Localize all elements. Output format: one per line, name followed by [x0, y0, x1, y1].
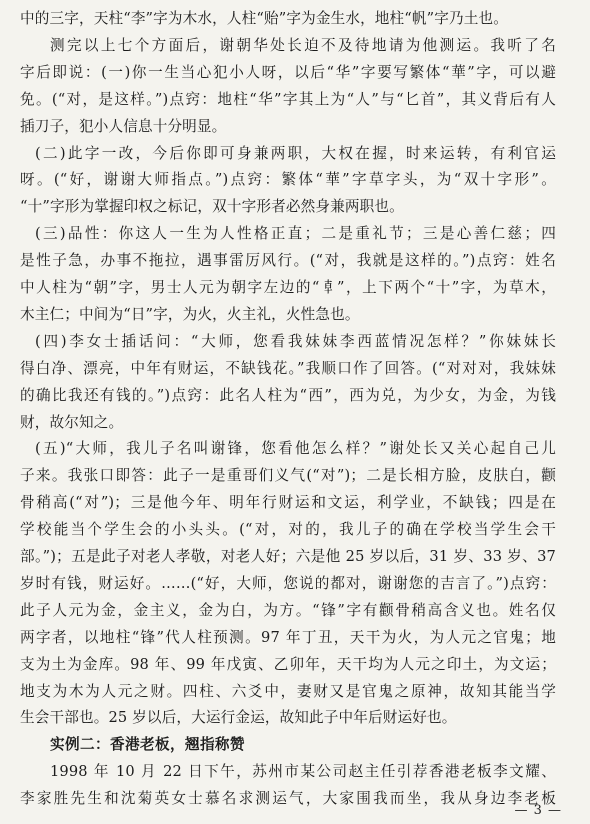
text-line: 骨稍高(“对”)；三是他今年、明年行财运和文运，利学业，不缺钱；四是在: [20, 494, 556, 512]
text-line: 地支为木为人元之财。四柱、六爻中，妻财又是官鬼之原神，故知其能当学: [20, 682, 556, 700]
text-line: 子来。我张口即答：此子一是重哥们义气(“对”)；二是长相方脸，皮肤白，颧: [20, 467, 556, 485]
text-line: 木主仁；中间为“日”字，为火，火主礼，火性急也。: [20, 305, 360, 323]
text-line: 两字者，以地柱“锋”代人柱预测。97 年丁丑，天干为火，为人元之官鬼；地: [20, 628, 556, 646]
text-line: (四)李女士插话问：“大师，您看我妹妹李西蓝情况怎样？”你妹妹长: [35, 332, 556, 350]
text-line: 中的三字，天柱“李”字为木水，人柱“贻”字为金生水，地柱“帆”字乃土也。: [20, 10, 508, 27]
text-line: 财，故尔知之。: [20, 413, 124, 431]
text-line: “十”字形为掌握印权之标记，双十字形者必然身兼两职也。: [20, 198, 404, 216]
text-line: 字后即说：(一)你一生当心犯小人呀，以后“华”字要写繁体“華”字，可以避: [20, 63, 556, 81]
text-line: 支为土为金库。98 年、99 年戊寅、乙卯年，天干均为人元之印土，为文运；: [20, 655, 556, 673]
text-line: (三)品性：你这人一生为人性格正直；二是重礼节；三是心善仁慈；四: [35, 225, 556, 243]
text-line: 岁时有钱，财运好。……(“好，大师，您说的都对，谢谢您的吉言了。”)点窍：: [20, 574, 556, 592]
text-line: 得白净、漂亮，中年有财运，不缺钱花。”我顺口作了回答。(“对对对，我妹妹: [20, 359, 556, 377]
text-line: 插刀子，犯小人信息十分明显。: [20, 117, 227, 135]
text-line: 生会干部也。25 岁以后，大运行金运，故知此子中年后财运好也。: [20, 709, 457, 727]
text-line: 部。”)；五是此子对老人孝敬，对老人好；六是他 25 岁以后，31 岁、33 岁、37: [20, 548, 556, 565]
text-line: 此子人元为金，金主义，金为白，为方。“锋”字有颧骨稍高含义也。姓名仅: [20, 601, 556, 619]
text-line: 是性子急，办事不拖拉，遇事雷厉风行。(“对，我就是这样的。”)点窍：姓名: [20, 252, 556, 270]
text-line: 中人柱为“朝”字，男士人元为朝字左边的“𠦝”，上下两个“十”字，为草木，: [20, 279, 556, 296]
text-line: (二)此字一改，今后你即可身兼两职，大权在握，时来运转，有利官运: [35, 144, 556, 162]
text-line: 学校能当个学生会的小头头。(“对，对的，我儿子的确在学校当学生会干: [20, 521, 556, 539]
page-number: — 3 —: [514, 803, 562, 818]
text-line: 呀。(“好，谢谢大师指点。”)点窍：繁体“華”字草字头，为“双十字形”。: [20, 171, 556, 189]
text-line: 李家胜先生和沈菊英女士慕名求测运气，大家围我而坐，我从身边李老板: [20, 790, 556, 808]
text-line: (五)“大师，我儿子名叫谢锋，您看他怎么样？”谢处长又关心起自己儿: [35, 440, 556, 458]
text-line: 测完以上七个方面后，谢朝华处长迫不及待地请为他测运。我听了名: [50, 36, 556, 54]
text-line: 1998 年 10 月 22 日下午，苏州市某公司赵主任引荐香港老板李文耀、: [50, 763, 556, 781]
text-line: 的确比我还有钱的。”)点窍：此名人柱为“西”，西为兑，为少女，为金，为钱: [20, 386, 556, 404]
text-line: 免。(“对，是这样。”)点窍：地柱“华”字其上为“人”与“匕首”，其义背后有人: [20, 90, 556, 108]
section-heading: 实例二：香港老板，翘指称赞: [50, 736, 245, 754]
